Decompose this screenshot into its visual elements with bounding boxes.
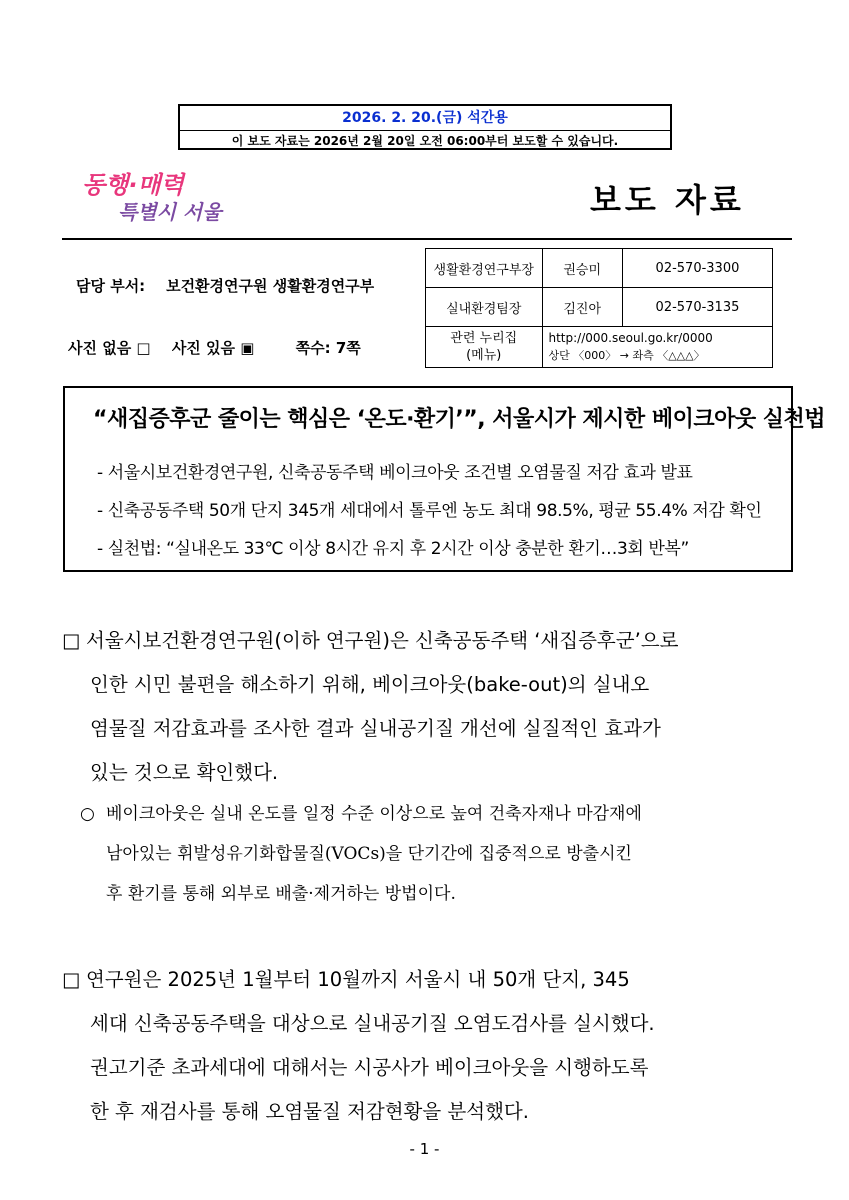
contact-row: [426, 249, 773, 288]
contact-name: 권승미: [542, 249, 622, 288]
related-label-line1: 관련 누리집: [450, 331, 518, 346]
contact-role: 생활환경연구부장: [426, 249, 543, 288]
contact-phone: 02-570-3300: [622, 249, 772, 288]
department-label: 담당 부서:: [76, 277, 146, 295]
related-label: [426, 327, 543, 368]
sub-point: - 신축공동주택 50개 단지 345개 세대에서 톨루엔 농도 최대 98.5%, 평균 55.4% 저감 확인: [97, 501, 762, 521]
paragraph-line: 염물질 저감효과를 조사한 결과 실내공기질 개선에 실질적인 효과가: [90, 717, 661, 740]
department-value: 보건환경연구원 생활환경연구부: [166, 277, 375, 295]
body-paragraph-2: [62, 958, 792, 1134]
headline-box: [63, 386, 826, 572]
contact-table: [425, 248, 773, 368]
embargo-box: [178, 104, 672, 150]
contact-name: 김진아: [542, 288, 622, 327]
related-url[interactable]: http://000.seoul.go.kr/0000: [548, 331, 713, 345]
contact-role: 실내환경팀장: [426, 288, 543, 327]
body-subparagraph-1: [80, 794, 792, 914]
paragraph-line: 세대 신축공동주택을 대상으로 실내공기질 오염도검사를 실시했다.: [90, 1012, 655, 1035]
contact-row: [426, 288, 773, 327]
photo-has: 사진 있음 ▣: [171, 339, 255, 357]
paragraph-line: 한 후 재검사를 통해 오염물질 저감현황을 분석했다.: [90, 1100, 529, 1123]
paragraph-line: 권고기준 초과세대에 대해서는 시공사가 베이크아웃을 시행하도록: [90, 1056, 649, 1079]
related-row: [426, 327, 773, 368]
related-label-line2: (메뉴): [466, 348, 502, 363]
page-count: 쪽수: 7쪽: [295, 339, 361, 357]
subparagraph-bullet: ○: [80, 804, 95, 824]
paragraph-bullet: □: [62, 968, 81, 991]
press-release-title: 보도 자료: [590, 181, 745, 219]
embargo-note: 이 보도 자료는 2026년 2월 20일 오전 06:00부터 보도할 수 있습니다.: [231, 134, 619, 148]
page-number: - 1 -: [409, 1140, 440, 1158]
sub-point: - 실천법: “실내온도 33℃ 이상 8시간 유지 후 2시간 이상 충분한 환기…3회 반복”: [97, 539, 689, 559]
paragraph-line: 있는 것으로 확인했다.: [90, 761, 279, 784]
logo-line1: 동행·매력: [82, 171, 184, 199]
paragraph-bullet: □: [62, 629, 81, 652]
department-info: [76, 275, 374, 296]
headline: “새집증후군 줄이는 핵심은 ‘온도·환기’”, 서울시가 제시한 베이크아웃 실천법: [93, 407, 826, 432]
subparagraph-line: 베이크아웃은 실내 온도를 일정 수준 이상으로 높여 건축자재나 마감재에: [106, 804, 642, 824]
paragraph-line: 연구원은 2025년 1월부터 10월까지 서울시 내 50개 단지, 345: [86, 968, 630, 991]
contact-phone: 02-570-3135: [622, 288, 772, 327]
embargo-date: 2026. 2. 20.(금) 석간용: [180, 106, 670, 131]
related-path: 상단 〈000〉 → 좌측 〈△△△〉: [548, 349, 705, 362]
paragraph-line: 인한 시민 불편을 해소하기 위해, 베이크아웃(bake-out)의 실내오: [90, 673, 650, 696]
photo-none: 사진 없음 □: [68, 339, 151, 357]
header-divider: [62, 238, 792, 240]
subparagraph-line: 남아있는 휘발성유기화합물질(VOCs)을 단기간에 집중적으로 방출시킨: [106, 844, 632, 864]
sub-point: - 서울시보건환경연구원, 신축공동주택 베이크아웃 조건별 오염물질 저감 효과 발표: [97, 463, 693, 483]
subparagraph-line: 후 환기를 통해 외부로 배출·제거하는 방법이다.: [106, 884, 456, 904]
related-url-cell: [542, 327, 773, 368]
logo-line2: 특별시 서울: [118, 200, 222, 224]
photo-info: [68, 337, 367, 358]
body-paragraph-1: [62, 619, 792, 795]
seoul-logo: [78, 165, 228, 225]
paragraph-line: 서울시보건환경연구원(이하 연구원)은 신축공동주택 ‘새집증후군’으로: [86, 629, 679, 652]
